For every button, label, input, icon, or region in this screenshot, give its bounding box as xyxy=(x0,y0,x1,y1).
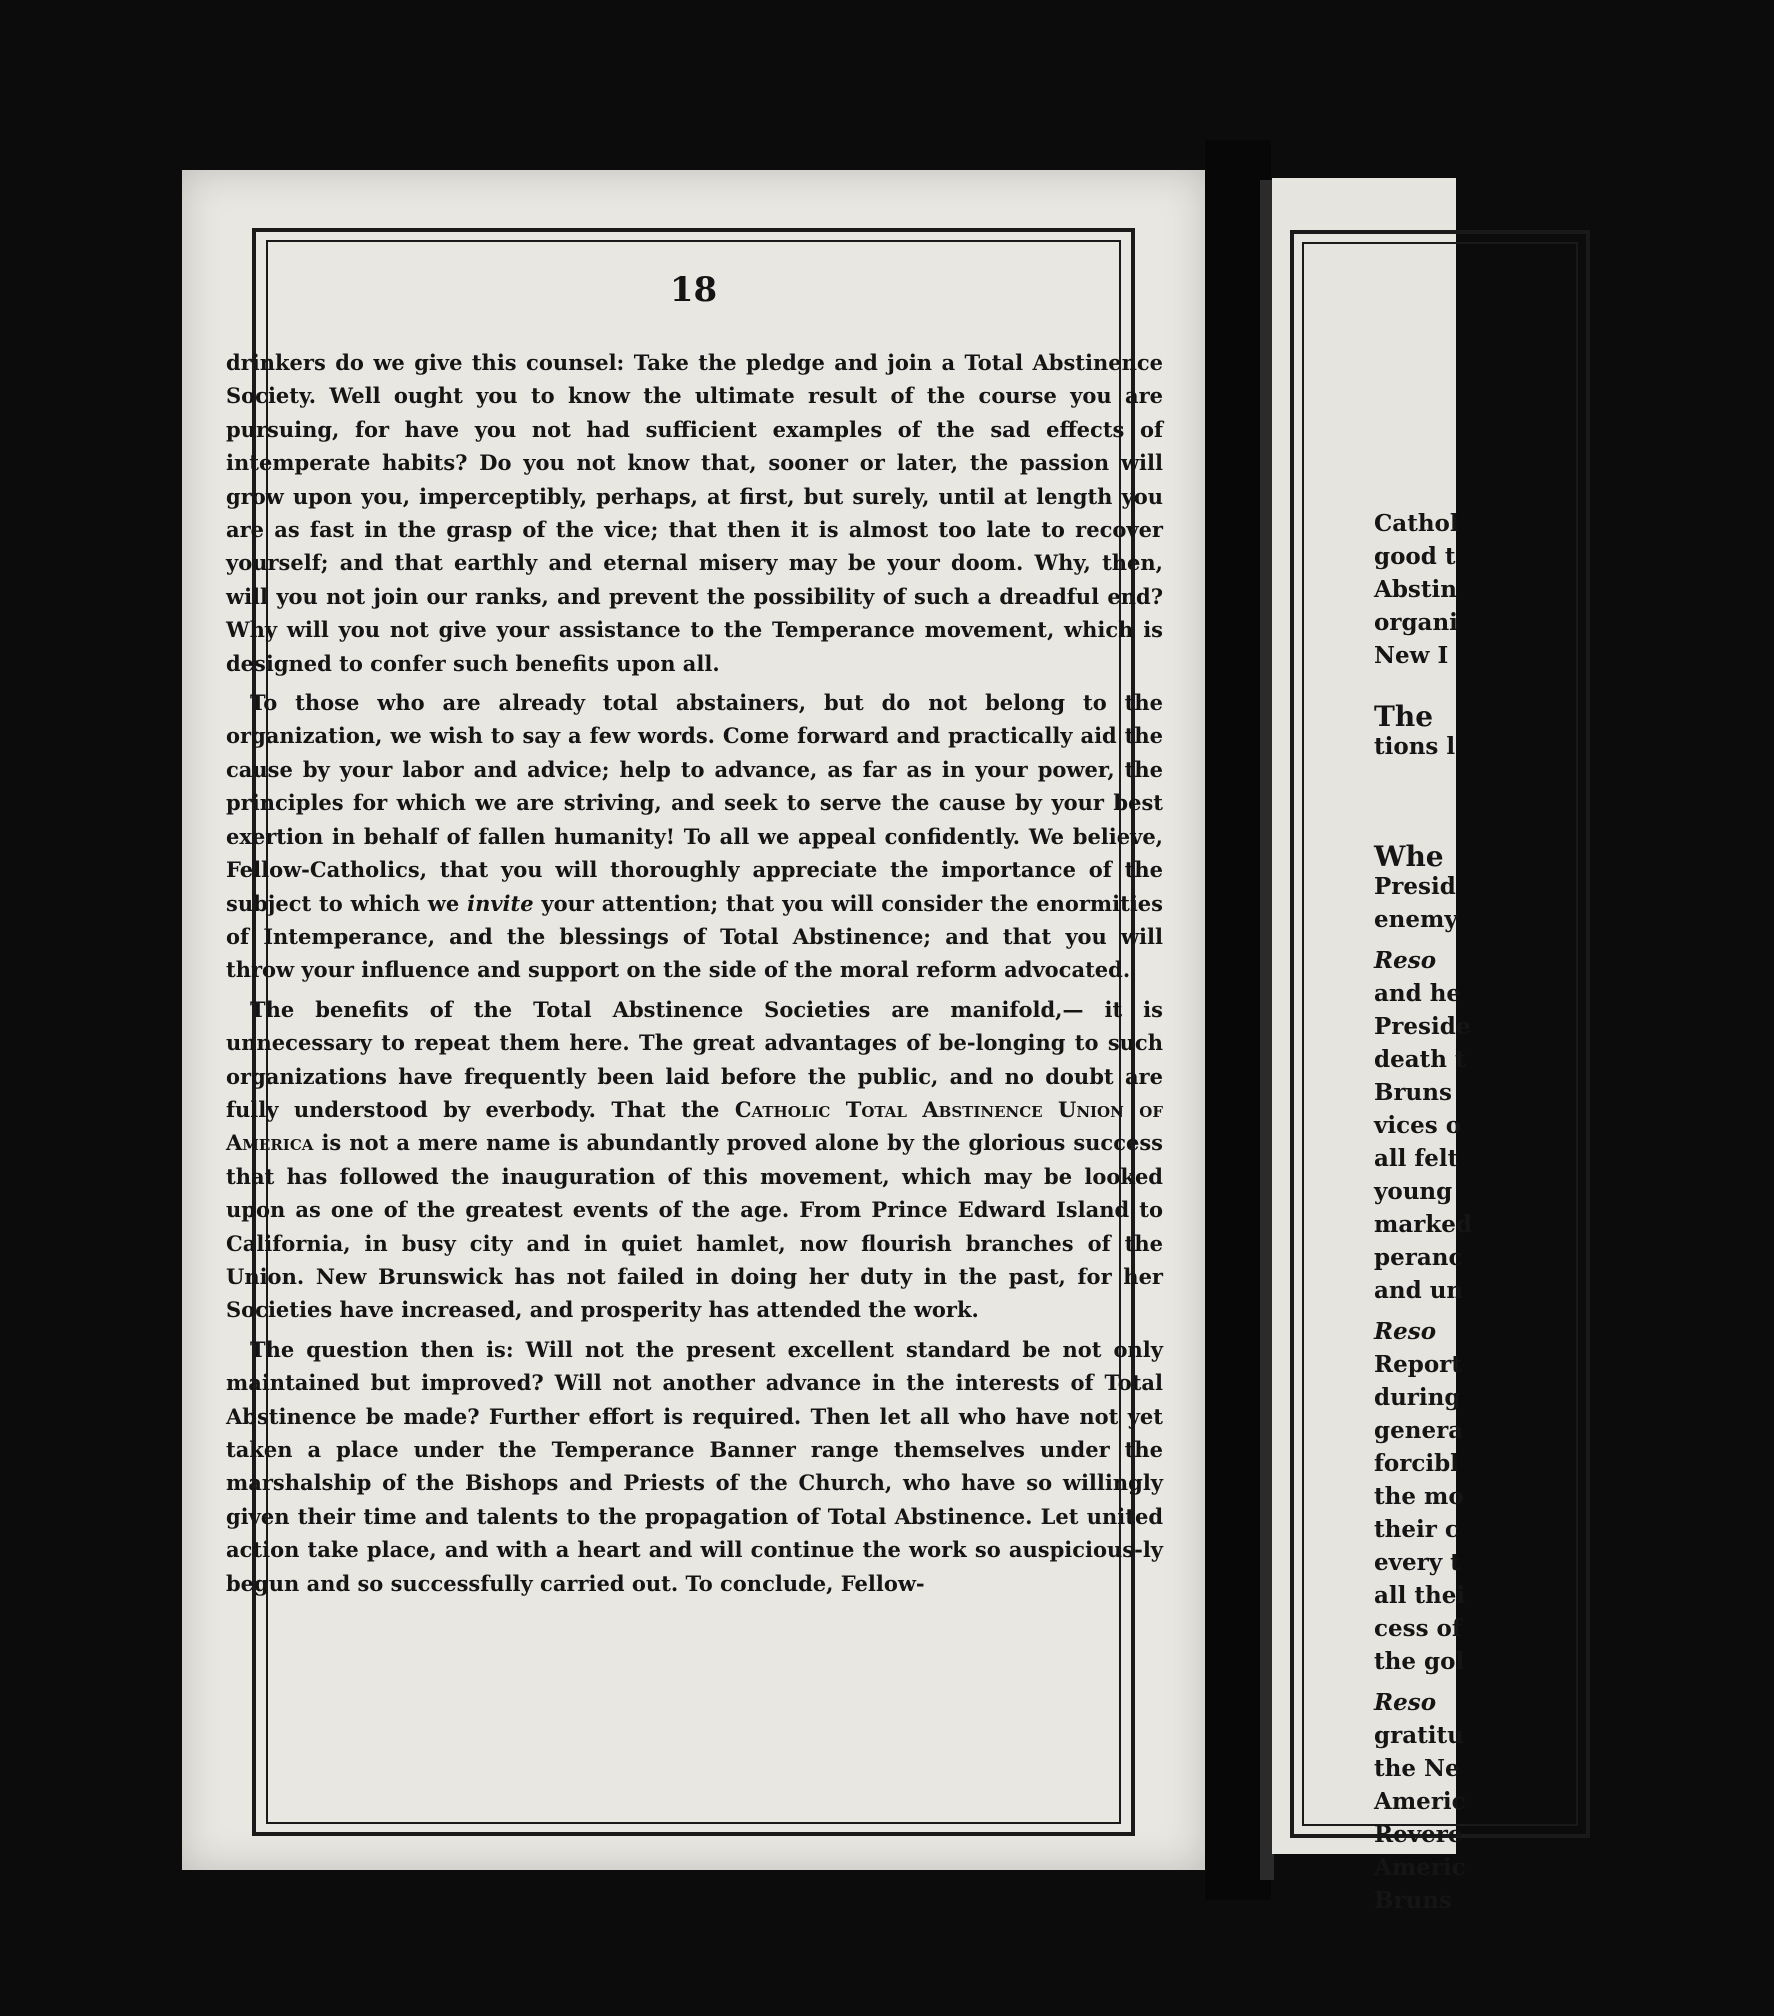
facing-page-line: and he xyxy=(1374,980,1462,1007)
paragraph-3 xyxy=(226,993,1163,1327)
facing-page-line: every t xyxy=(1374,1549,1461,1576)
facing-page-line: peranc xyxy=(1374,1244,1463,1271)
facing-page-line: Cathol xyxy=(1374,510,1459,537)
facing-page-line: gratitu xyxy=(1374,1722,1464,1749)
facing-page-line: the mo xyxy=(1374,1483,1464,1510)
facing-page-line: tions l xyxy=(1374,733,1456,760)
facing-page-line: Bruns xyxy=(1374,1079,1452,1106)
facing-page-line: all thei xyxy=(1374,1582,1466,1609)
facing-page-line: marked xyxy=(1374,1211,1473,1238)
facing-page-line: the gol xyxy=(1374,1648,1465,1675)
facing-page-line: organi xyxy=(1374,609,1458,636)
paragraph-2-text-b: your attention; that you will consider the enormities of Intemperance, and the blessings of Total Abstinence; and that you will throw your influence and support on the side of the moral reform advocated. xyxy=(226,890,1163,983)
facing-page-line: vices o xyxy=(1374,1112,1462,1139)
paragraph-3-text-b: is not a mere name is abundantly proved alone by the glorious success that has followed the inauguration of this movement, which may be looked upon as one of the greatest events of the age. From Prince Edward Island to California, in busy city and in quiet hamlet, now flourish branches of the Union. New Brunswick has not failed in doing her duty in the past, for her Societies have increased, and prosperity has attended the work. xyxy=(226,1130,1163,1323)
facing-page-line: Reso xyxy=(1374,1318,1437,1345)
paragraph-3-small-caps: Catholic Total Abstinence Union of America xyxy=(226,1096,1163,1156)
facing-page-line: good t xyxy=(1374,543,1456,570)
facing-page-line: Bruns xyxy=(1374,1887,1452,1914)
facing-page-line: Abstin xyxy=(1374,576,1457,603)
page-number: 18 xyxy=(669,270,718,310)
facing-page-line: during xyxy=(1374,1384,1461,1411)
facing-page-line: Americ xyxy=(1374,1788,1466,1815)
facing-page-line: Preside xyxy=(1374,1013,1471,1040)
facing-page-line: enemy xyxy=(1374,906,1458,933)
page-body-text xyxy=(226,346,1163,1606)
facing-page-line: death t xyxy=(1374,1046,1466,1073)
facing-page-line: young xyxy=(1374,1178,1453,1205)
paragraph-4-text: The question then is: Will not the present excellent standard be not only maintained but improved? Will not another advance in the interests of Total Abstinence be made? Further effort is required. Then let all who have not yet taken a place under the Temperance Banner range themselves under the marshalship of the Bishops and Priests of the Church, who have so willingly given their time and talents to the propagation of Total Abstinence. Let united action take place, and with a heart and will continue the work so auspicious-ly begun and so successfully carried out. To conclude, Fellow- xyxy=(226,1336,1163,1596)
facing-page-line: forcibl xyxy=(1374,1450,1459,1477)
facing-page-line: Whe xyxy=(1374,840,1444,873)
facing-page-line: Report xyxy=(1374,1351,1462,1378)
paragraph-4 xyxy=(226,1333,1163,1600)
facing-page-line: and un xyxy=(1374,1277,1464,1304)
paragraph-3-text-a: The benefits of the Total Abstinence Societies are manifold,— it is unnecessary to repeat them here. The great advantages of be-longing to such organizations have frequently been laid before the public, and no doubt are fully understood by everbody. That the xyxy=(226,996,1163,1122)
facing-page-line: Americ xyxy=(1374,1854,1466,1881)
facing-page-line: Reso xyxy=(1374,947,1437,974)
paragraph-2-text-a: To those who are already total abstainers, but do not belong to the organization, we wish to say a few words. Come forward and practically aid the cause by your labor and advice; help to advance, as far as in your power, the principles for which we are striving, and seek to serve the cause by your best exertion in behalf of fallen humanity! To all we appeal confidently. We believe, Fellow-Catholics, that you will thoroughly appreciate the importance of the subject to which we xyxy=(226,690,1163,916)
facing-page-line: The xyxy=(1374,700,1434,733)
facing-page-line: genera xyxy=(1374,1417,1464,1444)
paragraph-1-text: drinkers do we give this counsel: Take the pledge and join a Total Abstinence Society. Well ought you to know the ultimate result of the course you are pursuing, for have you not had sufficient examples of the sad effects of intemperate habits? Do you not know that, sooner or later, the passion will grow upon you, imperceptibly, perhaps, at first, but surely, until at length you are as fast in the grasp of the vice; that then it is almost too late to recover yourself; and that earthly and eternal misery may be your doom. Why, then, will you not join our ranks, and prevent the possibility of such a dreadful end? Why will you not give your assistance to the Temperance movement, which is designed to confer such benefits upon all. xyxy=(226,350,1163,676)
facing-page-line: all felt xyxy=(1374,1145,1459,1172)
facing-page-line: their c xyxy=(1374,1516,1459,1543)
facing-page-line: the Ne xyxy=(1374,1755,1460,1782)
facing-page-line: New I xyxy=(1374,642,1449,669)
paragraph-2 xyxy=(226,686,1163,987)
facing-page-line: Reso xyxy=(1374,1689,1437,1716)
paragraph-1 xyxy=(226,346,1163,680)
facing-page-line: Presid xyxy=(1374,873,1456,900)
facing-page xyxy=(1272,178,1473,1914)
left-page xyxy=(182,170,1205,1870)
facing-page-line: Revere xyxy=(1374,1821,1463,1848)
paragraph-2-italic: invite xyxy=(467,890,534,916)
facing-page-line: cess of xyxy=(1374,1615,1462,1642)
